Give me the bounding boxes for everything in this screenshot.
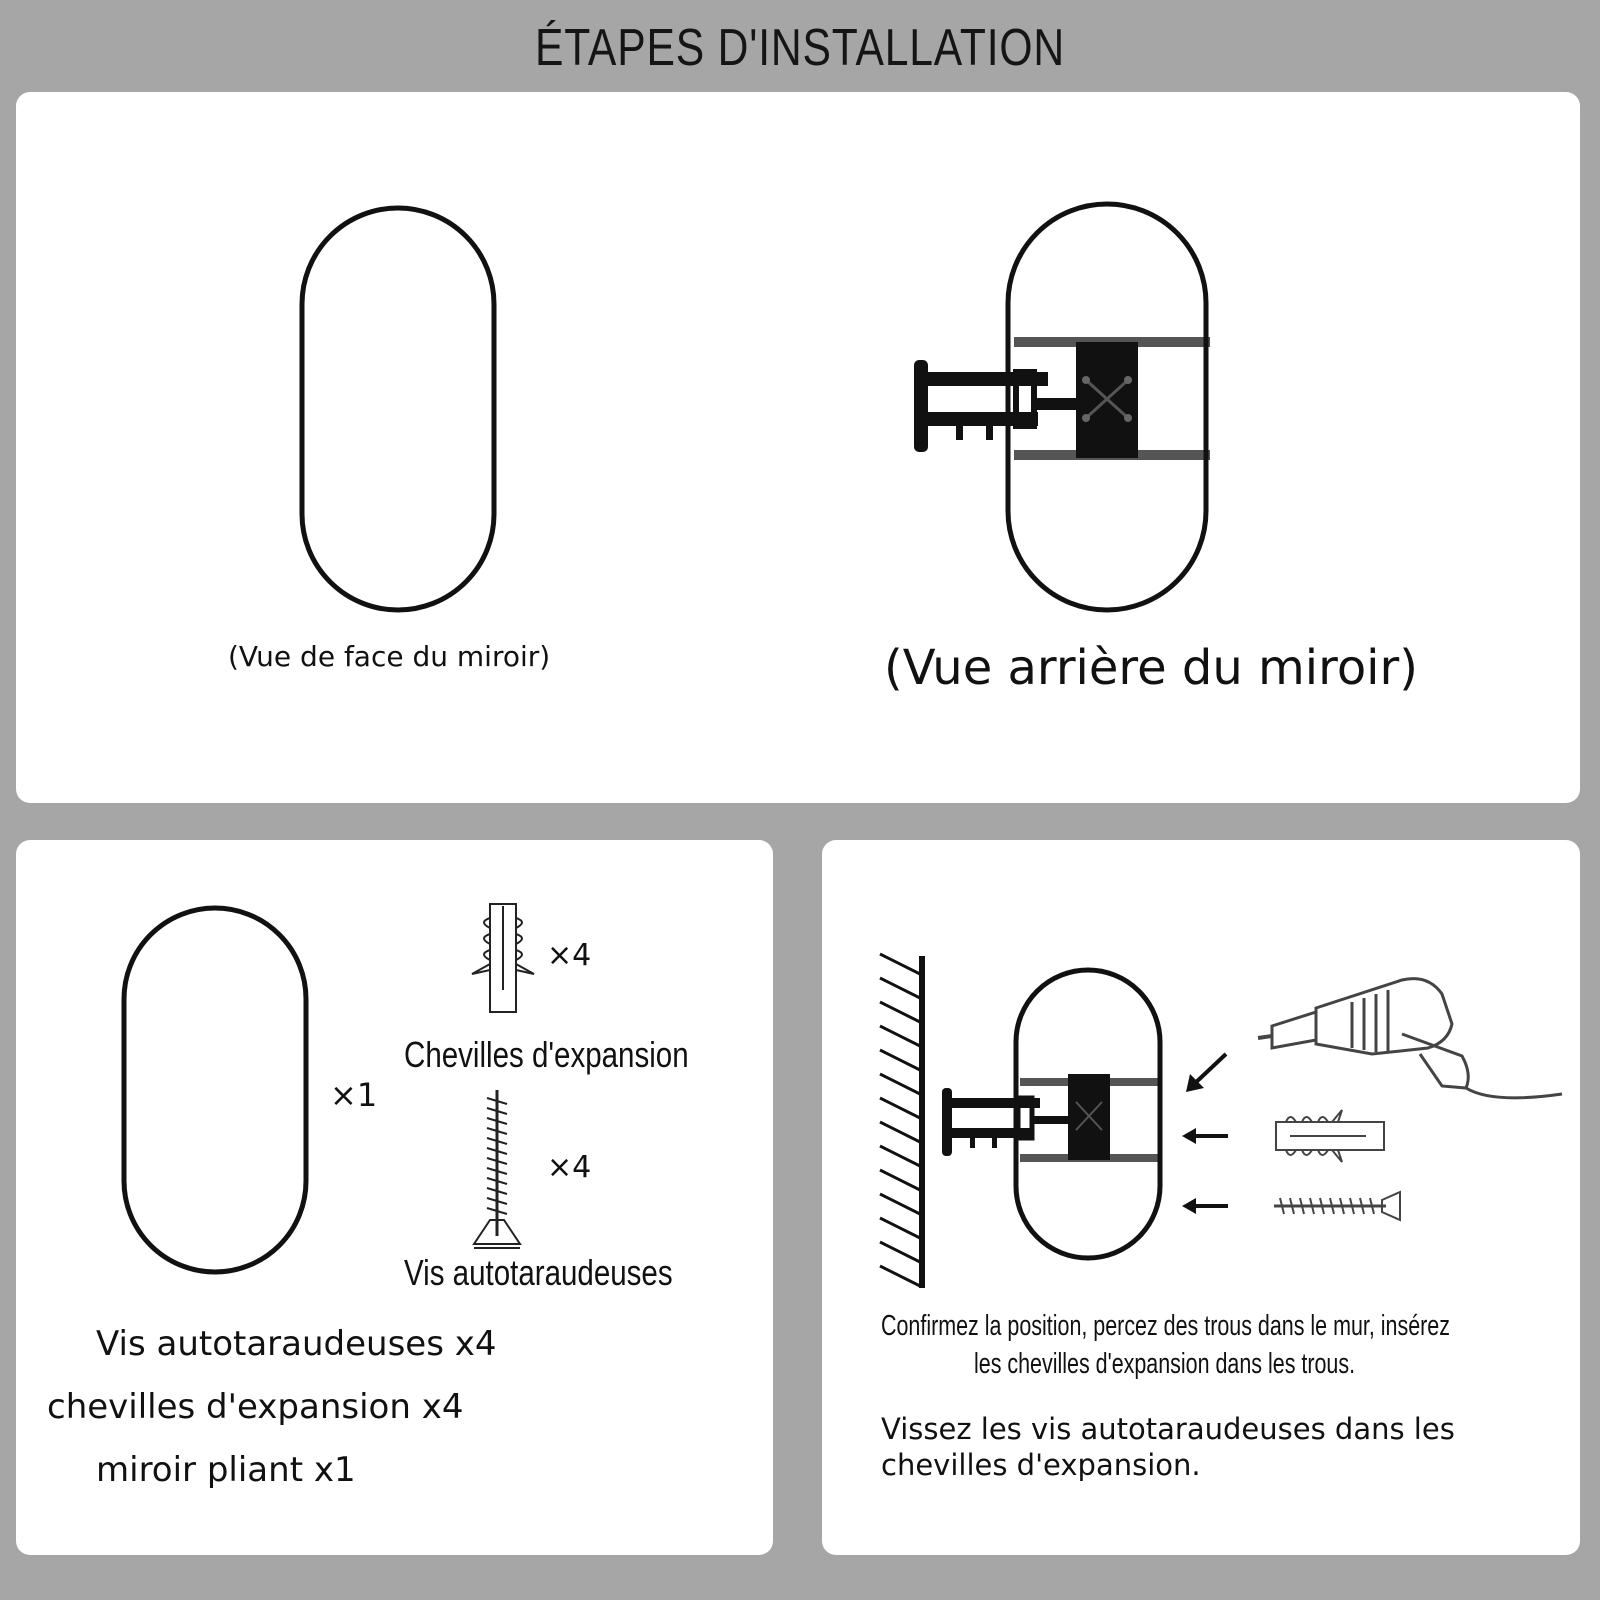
front-view-label: (Vue de face du miroir) (228, 640, 551, 673)
drill-icon (1252, 964, 1562, 1114)
mirror-quantity: ×1 (330, 1076, 378, 1114)
mirror-back-illustration (886, 200, 1246, 620)
expansion-anchor-icon (1270, 1110, 1390, 1164)
parts-list-item: Vis autotaraudeuses x4 (96, 1324, 497, 1364)
step-1-text: Confirmez la position, percez des trous dans le mur, insérez (881, 1310, 1450, 1342)
mirror-part-illustration (120, 904, 310, 1276)
self-tapping-screw-icon (470, 1088, 524, 1254)
mounted-mirror-illustration (936, 966, 1176, 1262)
self-tapping-screw-icon (1270, 1190, 1406, 1222)
arrow-left-icon (1180, 1126, 1232, 1146)
views-panel (16, 92, 1580, 803)
step-1-text-cont: les chevilles d'expansion dans les trous. (974, 1348, 1356, 1380)
mirror-front-illustration (298, 204, 498, 614)
step-2-text-cont: chevilles d'expansion. (881, 1448, 1201, 1482)
arrow-left-icon (1180, 1196, 1232, 1216)
parts-list-item: miroir pliant x1 (96, 1450, 356, 1490)
screw-label: Vis autotaraudeuses (404, 1252, 673, 1293)
expansion-anchor-icon (468, 900, 538, 1020)
page-title: ÉTAPES D'INSTALLATION (534, 19, 1066, 77)
step-2-text: Vissez les vis autotaraudeuses dans les (881, 1412, 1455, 1446)
anchor-label: Chevilles d'expansion (404, 1034, 689, 1075)
back-view-label: (Vue arrière du miroir) (884, 640, 1418, 696)
wall-hatch-illustration (872, 952, 932, 1292)
arrow-left-icon (1182, 1050, 1232, 1094)
screw-quantity: ×4 (547, 1150, 592, 1185)
anchor-quantity: ×4 (547, 938, 592, 973)
parts-panel (16, 840, 773, 1555)
parts-list-item: chevilles d'expansion x4 (47, 1387, 464, 1427)
steps-panel (822, 840, 1580, 1555)
